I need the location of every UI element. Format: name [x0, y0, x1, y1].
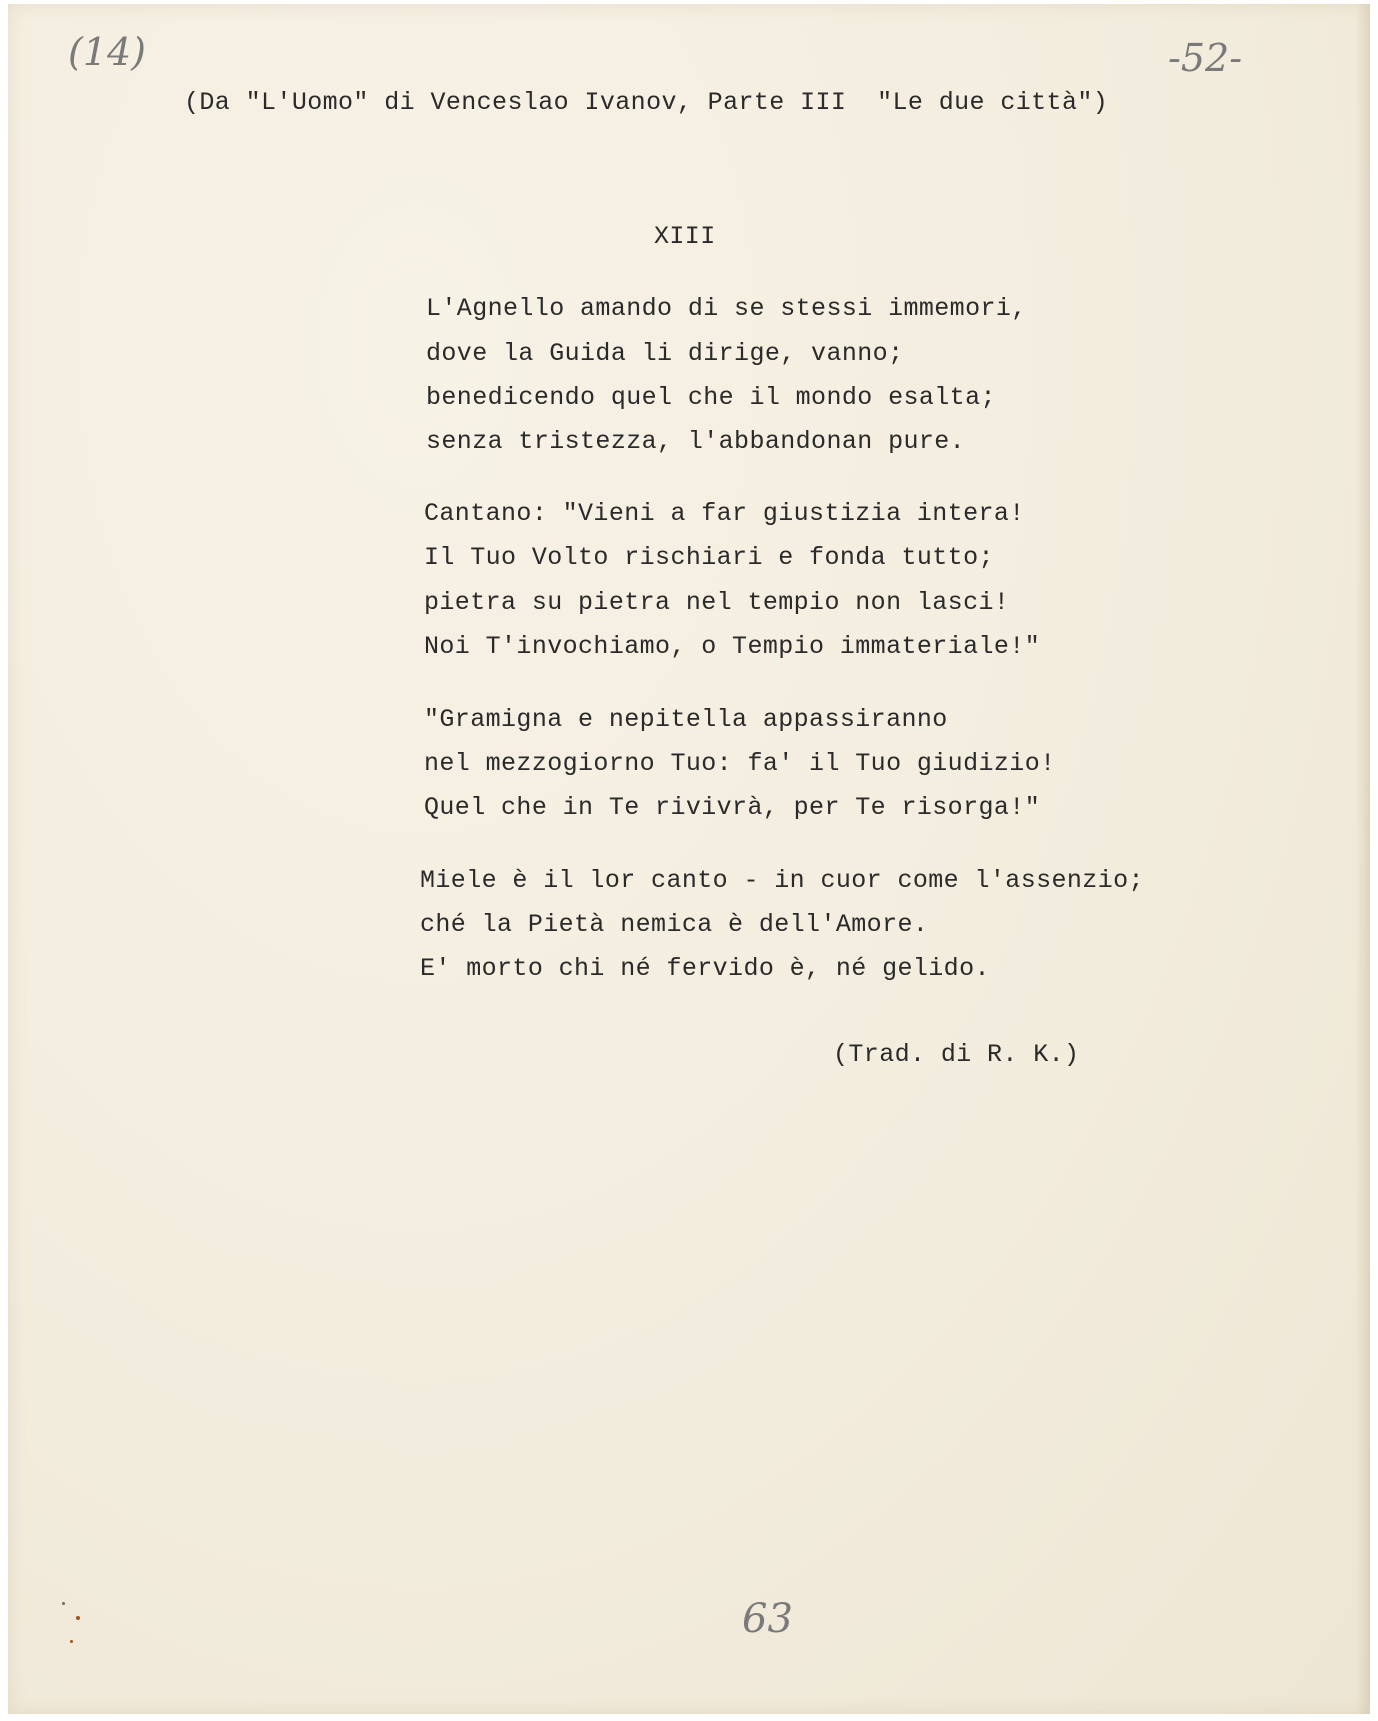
- poem-title: XIII: [654, 222, 716, 251]
- pencil-annotation-top-left: (14): [68, 30, 147, 74]
- verse-line: Cantano: "Vieni a far giustizia intera!: [424, 499, 1025, 528]
- translator-credit: (Trad. di R. K.): [833, 1040, 1080, 1069]
- verse-line: Il Tuo Volto rischiari e fonda tutto;: [424, 543, 994, 572]
- verse-line: senza tristezza, l'abbandonan pure.: [426, 427, 966, 456]
- verse-line: ché la Pietà nemica è dell'Amore.: [420, 910, 929, 939]
- paper-edge: [1356, 4, 1370, 1714]
- paper-speck: [70, 1640, 73, 1643]
- verse-line: dove la Guida li dirige, vanno;: [426, 339, 904, 368]
- paper-sheet: [8, 4, 1370, 1714]
- verse-line: nel mezzogiorno Tuo: fa' il Tuo giudizio!: [424, 749, 1056, 778]
- paper-speck: [76, 1616, 80, 1620]
- paper-speck: [62, 1602, 65, 1605]
- verse-line: Miele è il lor canto - in cuor come l'assenzio;: [420, 866, 1144, 895]
- verse-line: pietra su pietra nel tempio non lasci!: [424, 588, 1010, 617]
- verse-line: Noi T'invochiamo, o Tempio immateriale!": [424, 632, 1041, 661]
- verse-line: L'Agnello amando di se stessi immemori,: [426, 294, 1027, 323]
- pencil-folio-number: 63: [742, 1596, 793, 1642]
- verse-line: E' morto chi né fervido è, né gelido.: [420, 954, 990, 983]
- verse-line: benedicendo quel che il mondo esalta;: [426, 383, 996, 412]
- document-header: (Da "L'Uomo" di Venceslao Ivanov, Parte III "Le due città"): [184, 88, 1109, 117]
- verse-line: Quel che in Te rivivrà, per Te risorga!": [424, 793, 1041, 822]
- verse-line: "Gramigna e nepitella appassiranno: [424, 705, 948, 734]
- pencil-page-number: -52-: [1168, 36, 1243, 80]
